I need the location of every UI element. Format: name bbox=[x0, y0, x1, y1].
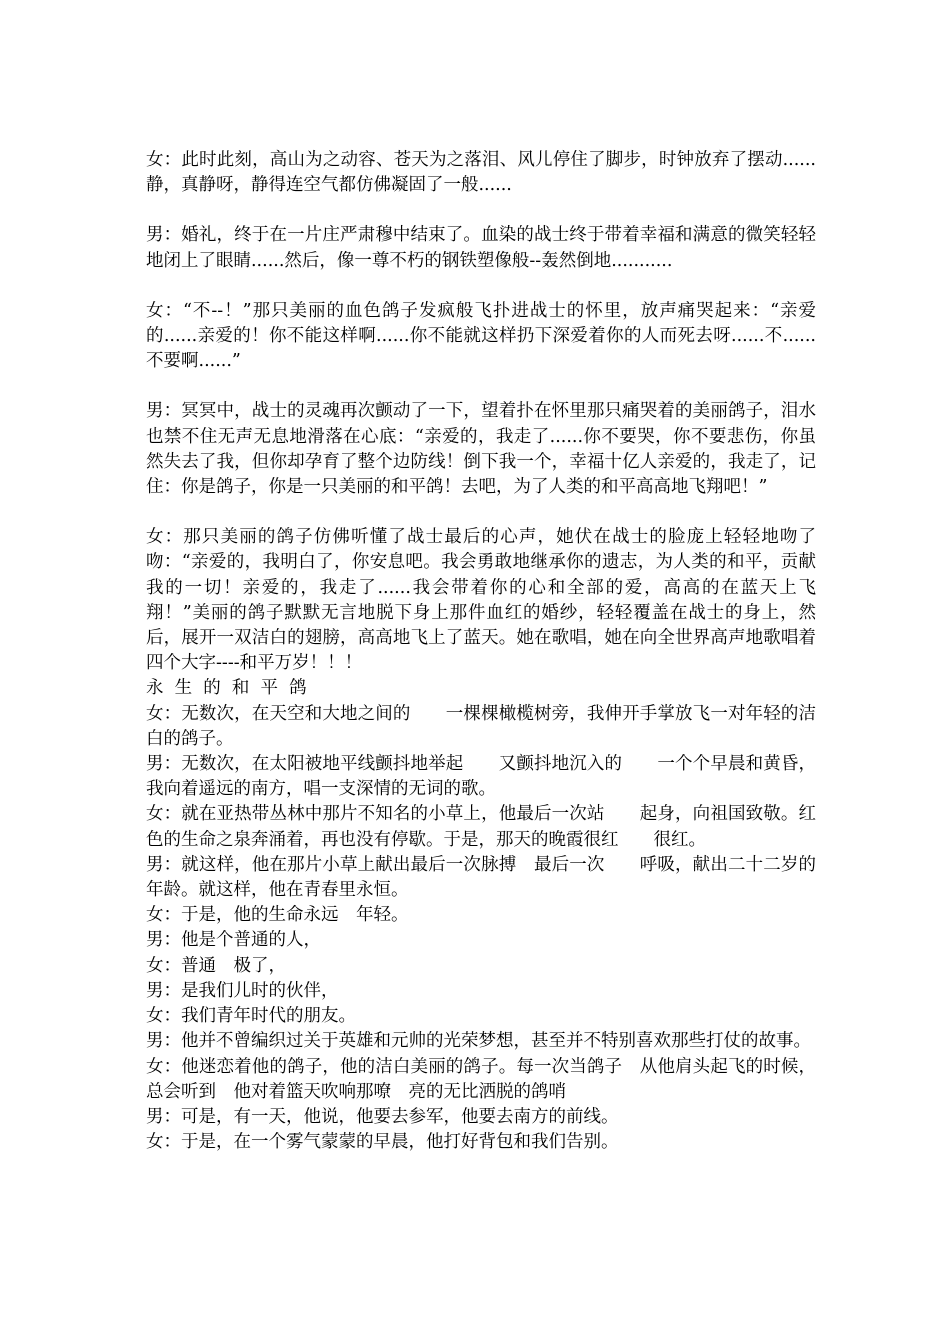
dialogue-line: 男：是我们儿时的伙伴， bbox=[146, 980, 339, 1001]
document-page bbox=[146, 148, 816, 1155]
paragraph: 男：冥冥中，战士的灵魂再次颤动了一下，望着扑在怀里那只痛哭着的美丽鸽子，泪水也禁不住无声无息地滑落在心底：“亲爱的，我走了......你不要哭，你不要悲伤，你虽然失去了我，但你却孕育了整个边防线！倒下我一个，幸福十亿人亲爱的，我走了，记住：你是鸽子，你是一只美丽的和平鸽！去吧，为了人类的和平高高地飞翔吧！” bbox=[146, 401, 816, 498]
paragraph-gap bbox=[146, 374, 816, 399]
dialogue-line: 女：无数次，在天空和大地之间的 一棵棵橄榄树旁，我伸开手掌放飞一对年轻的洁白的鸽子。 bbox=[146, 703, 816, 749]
dialogue-line: 女：就在亚热带丛林中那片不知名的小草上，他最后一次站 起身，向祖国致敬。红色的生命之泉奔涌着，再也没有停歇。于是，那天的晚霞很红 很红。 bbox=[146, 804, 816, 850]
dialogue-line: 女：普通 极了， bbox=[146, 955, 286, 976]
dialogue-line: 男：可是，有一天，他说，他要去参军，他要去南方的前线。 bbox=[146, 1106, 619, 1127]
paragraph-gap bbox=[146, 198, 816, 223]
paragraph: 女：此时此刻，高山为之动容、苍天为之落泪、风儿停住了脚步，时钟放弃了摆动......静，真静呀，静得连空气都仿佛凝固了一般...... bbox=[146, 150, 816, 196]
dialogue-line: 女：他迷恋着他的鸽子，他的洁白美丽的鸽子。每一次当鸽子 从他肩头起飞的时候，总会听到 他对着篮天吹响那嘹 亮的无比洒脱的鸽哨 bbox=[146, 1056, 816, 1102]
dialogue-line: 男：他是个普通的人， bbox=[146, 930, 321, 951]
section-title: 永 生 的 和 平 鸽 bbox=[146, 678, 307, 699]
dialogue-line: 女：于是，他的生命永远 年轻。 bbox=[146, 905, 409, 926]
dialogue-line: 男：他并不曾编织过关于英雄和元帅的光荣梦想，甚至并不特别喜欢那些打仗的故事。 bbox=[146, 1031, 811, 1052]
paragraph: 女：那只美丽的鸽子仿佛听懂了战士最后的心声，她伏在战士的脸庞上轻轻地吻了吻：“亲爱的，我明白了，你安息吧。我会勇敢地继承你的遗志，为人类的和平，贡献我的一切！亲爱的，我走了......我会带着你的心和全部的爱，高高的在蓝天上飞翔！”美丽的鸽子默默无言地脱下身上那件血红的婚纱，轻轻覆盖在战士的身上，然后，展开一双洁白的翅膀，高高地飞上了蓝天。她在歌唱，她在向全世界高声地歌唱着四个大字----和平万岁！！！ bbox=[146, 527, 816, 674]
dialogue-line: 女：于是，在一个雾气蒙蒙的早晨，他打好背包和我们告别。 bbox=[146, 1132, 619, 1153]
dialogue-line: 男：就这样，他在那片小草上献出最后一次脉搏 最后一次 呼吸，献出二十二岁的年龄。就这样，他在青春里永恒。 bbox=[146, 854, 816, 901]
dialogue-line: 女：我们青年时代的朋友。 bbox=[146, 1006, 356, 1027]
paragraph-gap bbox=[146, 274, 816, 299]
paragraph: 男：婚礼，终于在一片庄严肃穆中结束了。血染的战士终于带着幸福和满意的微笑轻轻地闭上了眼睛......然后，像一尊不朽的钢铁塑像般--轰然倒地........... bbox=[146, 225, 816, 271]
paragraph-gap bbox=[146, 500, 816, 525]
paragraph: 女：“不--！”那只美丽的血色鸽子发疯般飞扑进战士的怀里，放声痛哭起来：“亲爱的......亲爱的！你不能这样啊......你不能就这样扔下深爱着你的人而死去呀......不......不要啊......” bbox=[146, 300, 816, 372]
dialogue-line: 男：无数次，在太阳被地平线颤抖地举起 又颤抖地沉入的 一个个早晨和黄昏，我向着遥远的南方，唱一支深情的无词的歌。 bbox=[146, 754, 816, 800]
